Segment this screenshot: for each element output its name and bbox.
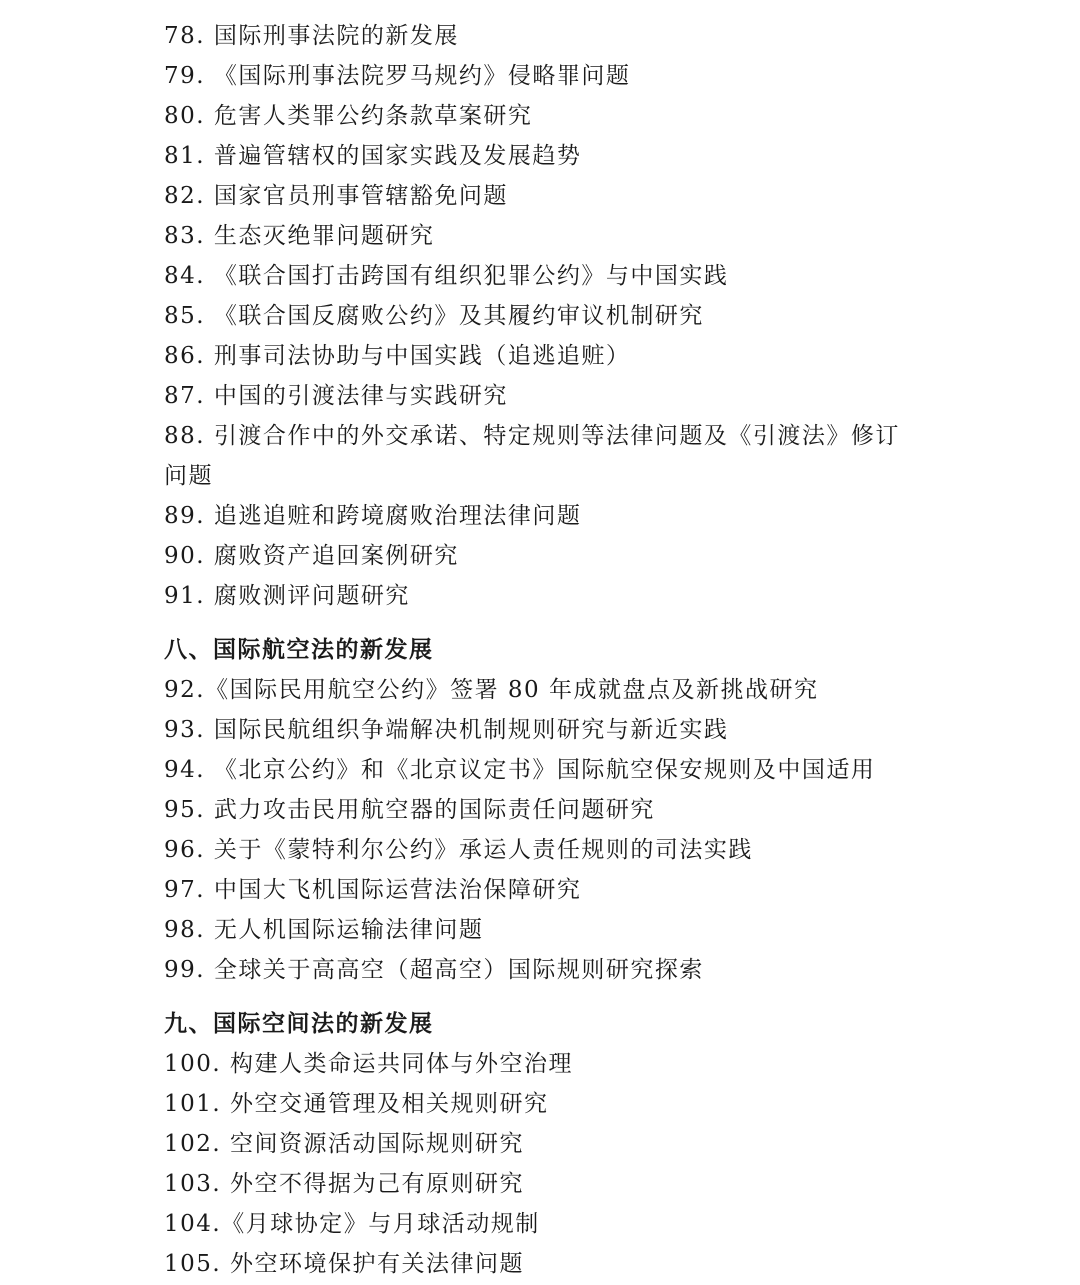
list-item: 93. 国际民航组织争端解决机制规则研究与新近实践	[164, 717, 729, 743]
list-item: 87. 中国的引渡法律与实践研究	[164, 383, 508, 409]
section-criminal-law-items	[164, 16, 924, 616]
list-item: 104.《月球协定》与月球活动规制	[164, 1211, 540, 1237]
list-item: 86. 刑事司法协助与中国实践（追逃追赃）	[164, 343, 631, 369]
list-item: 92.《国际民用航空公约》签署 80 年成就盘点及新挑战研究	[164, 677, 819, 703]
list-item: 100. 构建人类命运共同体与外空治理	[164, 1051, 574, 1077]
list-item: 97. 中国大飞机国际运营法治保障研究	[164, 877, 582, 903]
list-item: 85. 《联合国反腐败公约》及其履约审议机制研究	[164, 303, 704, 329]
section-heading: 九、国际空间法的新发展	[164, 1010, 434, 1037]
list-item: 103. 外空不得据为己有原则研究	[164, 1171, 525, 1197]
list-item: 99. 全球关于高高空（超高空）国际规则研究探索	[164, 957, 704, 983]
list-item: 88. 引渡合作中的外交承诺、特定规则等法律问题及《引渡法》修订问题	[164, 423, 900, 489]
list-item: 94. 《北京公约》和《北京议定书》国际航空保安规则及中国适用	[164, 757, 876, 783]
list-item: 105. 外空环境保护有关法律问题	[164, 1251, 525, 1277]
list-item: 81. 普遍管辖权的国家实践及发展趋势	[164, 143, 582, 169]
list-item: 84. 《联合国打击跨国有组织犯罪公约》与中国实践	[164, 263, 729, 289]
list-item: 91. 腐败测评问题研究	[164, 583, 410, 609]
section-space-law	[164, 1004, 924, 1284]
list-item: 83. 生态灭绝罪问题研究	[164, 223, 435, 249]
list-item: 90. 腐败资产追回案例研究	[164, 543, 459, 569]
list-item: 102. 空间资源活动国际规则研究	[164, 1131, 525, 1157]
list-item: 89. 追逃追赃和跨境腐败治理法律问题	[164, 503, 582, 529]
list-item: 96. 关于《蒙特利尔公约》承运人责任规则的司法实践	[164, 837, 753, 863]
list-item: 98. 无人机国际运输法律问题	[164, 917, 484, 943]
list-item: 82. 国家官员刑事管辖豁免问题	[164, 183, 508, 209]
list-item: 78. 国际刑事法院的新发展	[164, 23, 459, 49]
document-body	[164, 16, 924, 1284]
list-item: 101. 外空交通管理及相关规则研究	[164, 1091, 549, 1117]
list-item: 95. 武力攻击民用航空器的国际责任问题研究	[164, 797, 655, 823]
list-item: 80. 危害人类罪公约条款草案研究	[164, 103, 533, 129]
section-aviation	[164, 630, 924, 990]
section-heading: 八、国际航空法的新发展	[164, 636, 434, 663]
list-item: 79. 《国际刑事法院罗马规约》侵略罪问题	[164, 63, 631, 89]
